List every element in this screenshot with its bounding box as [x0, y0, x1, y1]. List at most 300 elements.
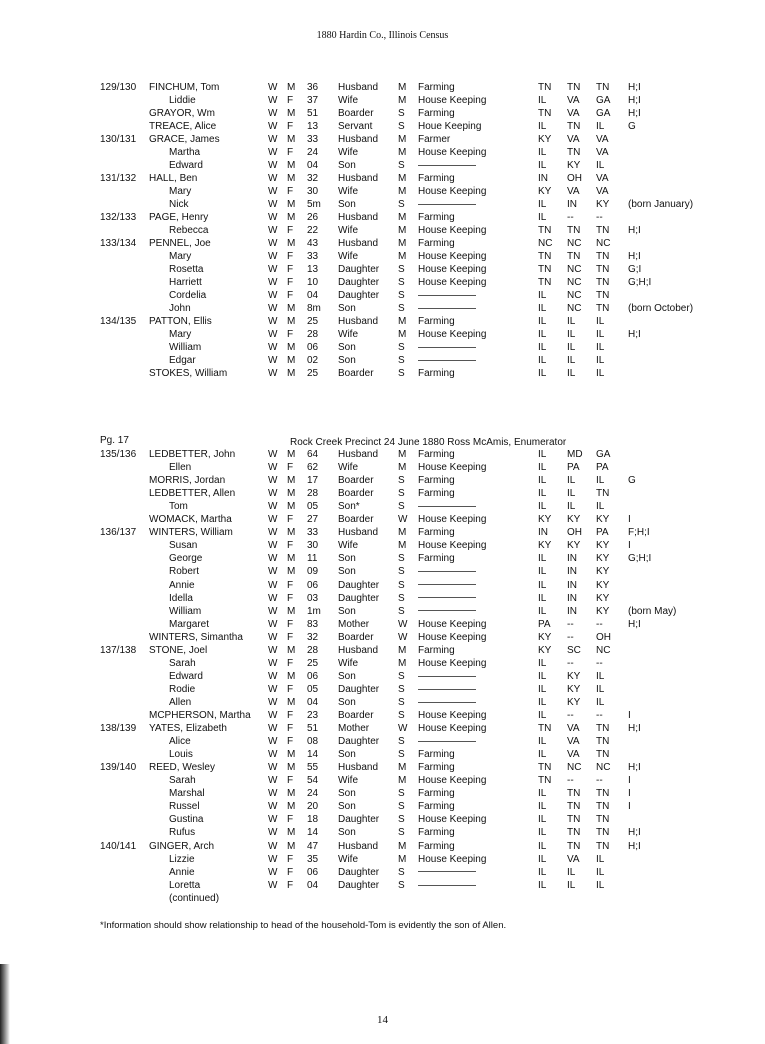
relation-cell: Wife	[338, 186, 358, 197]
mother-birthplace-cell: TN	[596, 814, 610, 826]
father-birthplace-cell: OH	[567, 527, 582, 539]
person-name-cell: Mary	[169, 186, 192, 197]
blank-occupation-line	[418, 571, 476, 572]
father-birthplace-cell: VA	[567, 134, 580, 145]
occupation-cell: House Keeping	[418, 225, 487, 236]
relation-cell: Son	[338, 670, 356, 682]
age-cell: 33	[307, 134, 319, 145]
person-name-cell: Sarah	[169, 657, 196, 669]
occupation-cell	[418, 565, 476, 578]
occupation-cell: Farming	[418, 488, 455, 500]
race-cell: W	[268, 160, 278, 171]
relation-cell: Son	[338, 827, 356, 839]
blank-occupation-line	[418, 295, 476, 296]
blank-occupation-line	[418, 506, 476, 507]
father-birthplace-cell: IN	[567, 579, 577, 591]
birthplace-cell: IL	[538, 566, 547, 578]
father-birthplace-cell: --	[567, 657, 574, 669]
mother-birthplace-cell: IL	[596, 879, 605, 891]
relation-cell: Husband	[338, 173, 379, 184]
blank-occupation-line	[418, 165, 476, 166]
mother-birthplace-cell: KY	[596, 540, 610, 552]
marital-status-cell: M	[398, 840, 407, 852]
marital-status-cell: M	[398, 134, 407, 145]
sex-cell: F	[287, 251, 294, 262]
marital-status-cell: S	[398, 488, 405, 500]
occupation-cell: House Keeping	[418, 186, 487, 197]
blank-occupation-line	[418, 885, 476, 886]
relation-cell: Wife	[338, 853, 358, 865]
father-birthplace-cell: TN	[567, 147, 581, 158]
race-cell: W	[268, 173, 278, 184]
mother-birthplace-cell: TN	[596, 801, 610, 813]
page-number: 14	[377, 1014, 388, 1026]
relation-cell: Son	[338, 199, 356, 210]
father-birthplace-cell: KY	[567, 696, 581, 708]
occupation-cell: Farming	[418, 827, 455, 839]
mother-birthplace-cell: IL	[596, 475, 605, 487]
person-name-cell: Alice	[169, 736, 191, 748]
race-cell: W	[268, 95, 278, 106]
race-cell: W	[268, 696, 278, 708]
occupation-cell	[418, 159, 476, 172]
person-name-cell: WOMACK, Martha	[149, 514, 232, 526]
person-name-cell: Gustina	[169, 814, 204, 826]
birthplace-cell: IL	[538, 475, 547, 487]
birthplace-cell: IL	[538, 605, 547, 617]
notes-cell: (born January)	[628, 199, 694, 210]
mother-birthplace-cell: VA	[596, 186, 609, 197]
person-name-cell: (continued)	[169, 892, 220, 904]
occupation-cell: House Keeping	[418, 540, 487, 552]
occupation-cell	[418, 592, 476, 605]
race-cell: W	[268, 788, 278, 800]
marital-status-cell: S	[398, 121, 405, 132]
mother-birthplace-cell: TN	[596, 251, 610, 262]
race-cell: W	[268, 186, 278, 197]
marital-status-cell: S	[398, 475, 405, 487]
person-name-cell: Sarah	[169, 775, 196, 787]
person-name-cell: Rebecca	[169, 225, 209, 236]
father-birthplace-cell: KY	[567, 160, 581, 171]
mother-birthplace-cell: IL	[596, 160, 605, 171]
occupation-cell: House Keeping	[418, 710, 487, 721]
occupation-cell: Farmer	[418, 134, 451, 145]
race-cell: W	[268, 592, 278, 604]
occupation-cell: House Keeping	[418, 657, 487, 669]
birthplace-cell: TN	[538, 108, 552, 119]
race-cell: W	[268, 368, 278, 379]
father-birthplace-cell: --	[567, 212, 574, 223]
marital-status-cell: M	[398, 316, 407, 327]
birthplace-cell: TN	[538, 251, 552, 262]
marital-status-cell: S	[398, 501, 405, 513]
relation-cell: Daughter	[338, 866, 380, 878]
birthplace-cell: IL	[538, 462, 547, 474]
age-cell: 32	[307, 631, 319, 643]
birthplace-cell: IL	[538, 749, 547, 761]
age-cell: 51	[307, 723, 319, 735]
notes-cell: I	[628, 514, 631, 526]
relation-cell: Son	[338, 553, 356, 565]
age-cell: 20	[307, 801, 319, 813]
age-cell: 10	[307, 277, 319, 288]
sex-cell: M	[287, 303, 296, 314]
mother-birthplace-cell: IL	[596, 316, 605, 327]
occupation-cell: House Keeping	[418, 251, 487, 262]
mother-birthplace-cell: OH	[596, 631, 611, 643]
birthplace-cell: TN	[538, 762, 552, 774]
marital-status-cell: W	[398, 631, 408, 643]
father-birthplace-cell: TN	[567, 814, 581, 826]
mother-birthplace-cell: IL	[596, 342, 605, 353]
mother-birthplace-cell: --	[596, 710, 603, 721]
notes-cell: I	[628, 540, 631, 552]
marital-status-cell: S	[398, 866, 405, 878]
birthplace-cell: PA	[538, 618, 551, 630]
father-birthplace-cell: IN	[567, 553, 577, 565]
notes-cell: I	[628, 788, 631, 800]
age-cell: 25	[307, 657, 319, 669]
birthplace-cell: IL	[538, 827, 547, 839]
age-cell: 30	[307, 186, 319, 197]
relation-cell: Husband	[338, 840, 379, 852]
notes-cell: H;I	[628, 95, 641, 106]
occupation-cell: Farming	[418, 644, 455, 656]
race-cell: W	[268, 134, 278, 145]
person-name-cell: Mary	[169, 329, 192, 340]
mother-birthplace-cell: IL	[596, 670, 605, 682]
birthplace-cell: IL	[538, 657, 547, 669]
father-birthplace-cell: VA	[567, 186, 580, 197]
mother-birthplace-cell: TN	[596, 290, 610, 301]
marital-status-cell: S	[398, 788, 405, 800]
race-cell: W	[268, 342, 278, 353]
mother-birthplace-cell: GA	[596, 108, 611, 119]
age-cell: 06	[307, 670, 319, 682]
marital-status-cell: S	[398, 108, 405, 119]
footnote: *Information should show relationship to head of the household-Tom is evidently the son of Allen.	[100, 920, 507, 931]
person-name-cell: Martha	[169, 147, 201, 158]
age-cell: 02	[307, 355, 319, 366]
sex-cell: M	[287, 342, 296, 353]
blank-occupation-line	[418, 597, 476, 598]
relation-cell: Daughter	[338, 264, 380, 275]
birthplace-cell: IL	[538, 592, 547, 604]
person-name-cell: Edward	[169, 670, 203, 682]
marital-status-cell: S	[398, 553, 405, 565]
marital-status-cell: M	[398, 644, 407, 656]
relation-cell: Husband	[338, 212, 379, 223]
race-cell: W	[268, 277, 278, 288]
person-name-cell: Annie	[169, 866, 195, 878]
mother-birthplace-cell: TN	[596, 827, 610, 839]
sex-cell: M	[287, 553, 296, 565]
sex-cell: M	[287, 173, 296, 184]
marital-status-cell: M	[398, 775, 407, 787]
age-cell: 5m	[307, 199, 321, 210]
father-birthplace-cell: IN	[567, 592, 577, 604]
birthplace-cell: IL	[538, 316, 547, 327]
dwelling-number-cell: 139/140	[100, 762, 137, 774]
mother-birthplace-cell: TN	[596, 788, 610, 800]
blank-occupation-line	[418, 308, 476, 309]
age-cell: 28	[307, 329, 319, 340]
race-cell: W	[268, 762, 278, 774]
father-birthplace-cell: NC	[567, 277, 582, 288]
age-cell: 06	[307, 866, 319, 878]
sex-cell: M	[287, 488, 296, 500]
relation-cell: Boarder	[338, 475, 374, 487]
notes-cell: I	[628, 801, 631, 813]
mother-birthplace-cell: --	[596, 775, 603, 787]
mother-birthplace-cell: --	[596, 212, 603, 223]
marital-status-cell: M	[398, 147, 407, 158]
occupation-cell	[418, 500, 476, 513]
age-cell: 08	[307, 736, 319, 748]
dwelling-number-cell: 132/133	[100, 212, 137, 223]
blank-occupation-line	[418, 610, 476, 611]
person-name-cell: Marshal	[169, 788, 205, 800]
sex-cell: F	[287, 121, 294, 132]
marital-status-cell: S	[398, 290, 405, 301]
age-cell: 35	[307, 853, 319, 865]
age-cell: 17	[307, 475, 319, 487]
person-name-cell: Louis	[169, 749, 193, 761]
marital-status-cell: W	[398, 618, 408, 630]
age-cell: 05	[307, 683, 319, 695]
occupation-cell	[418, 866, 476, 879]
birthplace-cell: IL	[538, 160, 547, 171]
age-cell: 06	[307, 579, 319, 591]
relation-cell: Boarder	[338, 488, 374, 500]
sex-cell: M	[287, 212, 296, 223]
birthplace-cell: TN	[538, 723, 552, 735]
person-name-cell: GINGER, Arch	[149, 840, 215, 852]
sex-cell: M	[287, 238, 296, 249]
occupation-cell: House Keeping	[418, 853, 487, 865]
birthplace-cell: TN	[538, 264, 552, 275]
sex-cell: M	[287, 134, 296, 145]
person-name-cell: MCPHERSON, Martha	[149, 710, 251, 721]
mother-birthplace-cell: KY	[596, 579, 610, 591]
birthplace-cell: IN	[538, 173, 548, 184]
marital-status-cell: S	[398, 670, 405, 682]
occupation-cell: Farming	[418, 173, 455, 184]
race-cell: W	[268, 657, 278, 669]
person-name-cell: John	[169, 303, 191, 314]
father-birthplace-cell: IL	[567, 368, 576, 379]
father-birthplace-cell: VA	[567, 95, 580, 106]
father-birthplace-cell: MD	[567, 449, 583, 460]
father-birthplace-cell: IL	[567, 501, 576, 513]
person-name-cell: FINCHUM, Tom	[149, 82, 220, 93]
sex-cell: M	[287, 475, 296, 487]
mother-birthplace-cell: TN	[596, 264, 610, 275]
mother-birthplace-cell: IL	[596, 853, 605, 865]
person-name-cell: Rosetta	[169, 264, 204, 275]
mother-birthplace-cell: TN	[596, 277, 610, 288]
race-cell: W	[268, 736, 278, 748]
occupation-cell: Farming	[418, 108, 455, 119]
notes-cell: G;H;I	[628, 277, 652, 288]
notes-cell: H;I	[628, 251, 641, 262]
birthplace-cell: TN	[538, 225, 552, 236]
occupation-cell: Farming	[418, 788, 455, 800]
sex-cell: F	[287, 514, 294, 526]
sex-cell: M	[287, 160, 296, 171]
sex-cell: M	[287, 316, 296, 327]
marital-status-cell: M	[398, 251, 407, 262]
sex-cell: M	[287, 670, 296, 682]
relation-cell: Daughter	[338, 736, 380, 748]
sex-cell: F	[287, 579, 294, 591]
age-cell: 04	[307, 696, 319, 708]
birthplace-cell: IL	[538, 879, 547, 891]
relation-cell: Son	[338, 801, 356, 813]
marital-status-cell: S	[398, 579, 405, 591]
relation-cell: Son	[338, 160, 356, 171]
person-name-cell: GRAYOR, Wm	[149, 108, 215, 119]
race-cell: W	[268, 147, 278, 158]
blank-occupation-line	[418, 689, 476, 690]
race-cell: W	[268, 329, 278, 340]
relation-cell: Husband	[338, 644, 379, 656]
marital-status-cell: S	[398, 879, 405, 891]
notes-cell: (born May)	[628, 605, 677, 617]
father-birthplace-cell: TN	[567, 840, 581, 852]
marital-status-cell: S	[398, 592, 405, 604]
birthplace-cell: IL	[538, 199, 547, 210]
marital-status-cell: W	[398, 723, 408, 735]
birthplace-cell: IL	[538, 329, 547, 340]
age-cell: 62	[307, 462, 319, 474]
father-birthplace-cell: OH	[567, 173, 582, 184]
mother-birthplace-cell: TN	[596, 723, 610, 735]
age-cell: 51	[307, 108, 319, 119]
birthplace-cell: IL	[538, 449, 547, 460]
sex-cell: F	[287, 618, 294, 630]
birthplace-cell: IL	[538, 488, 547, 500]
sex-cell: F	[287, 631, 294, 643]
marital-status-cell: S	[398, 160, 405, 171]
sex-cell: M	[287, 501, 296, 513]
occupation-cell: Farming	[418, 238, 455, 249]
person-name-cell: Nick	[169, 199, 189, 210]
mother-birthplace-cell: KY	[596, 592, 610, 604]
birthplace-cell: IN	[538, 527, 548, 539]
person-name-cell: GRACE, James	[149, 134, 220, 145]
occupation-cell	[418, 341, 476, 354]
person-name-cell: HALL, Ben	[149, 173, 198, 184]
race-cell: W	[268, 723, 278, 735]
age-cell: 27	[307, 514, 319, 526]
relation-cell: Son*	[338, 501, 360, 513]
occupation-cell: Farming	[418, 749, 455, 761]
sex-cell: F	[287, 277, 294, 288]
race-cell: W	[268, 238, 278, 249]
sex-cell: F	[287, 736, 294, 748]
notes-cell: H;I	[628, 723, 641, 735]
marital-status-cell: S	[398, 303, 405, 314]
person-name-cell: PATTON, Ellis	[149, 316, 212, 327]
father-birthplace-cell: --	[567, 775, 574, 787]
birthplace-cell: IL	[538, 670, 547, 682]
age-cell: 8m	[307, 303, 321, 314]
age-cell: 04	[307, 160, 319, 171]
father-birthplace-cell: IL	[567, 355, 576, 366]
occupation-cell	[418, 696, 476, 709]
age-cell: 25	[307, 368, 319, 379]
birthplace-cell: IL	[538, 121, 547, 132]
occupation-cell: Farming	[418, 801, 455, 813]
race-cell: W	[268, 801, 278, 813]
mother-birthplace-cell: TN	[596, 749, 610, 761]
occupation-cell: Farming	[418, 762, 455, 774]
dwelling-number-cell: 140/141	[100, 840, 137, 852]
father-birthplace-cell: IL	[567, 475, 576, 487]
race-cell: W	[268, 303, 278, 314]
relation-cell: Son	[338, 605, 356, 617]
birthplace-cell: TN	[538, 277, 552, 288]
marital-status-cell: M	[398, 657, 407, 669]
race-cell: W	[268, 108, 278, 119]
notes-cell: G;I	[628, 264, 642, 275]
marital-status-cell: S	[398, 199, 405, 210]
marital-status-cell: S	[398, 368, 405, 379]
notes-cell: H;I	[628, 762, 641, 774]
relation-cell: Son	[338, 303, 356, 314]
father-birthplace-cell: VA	[567, 108, 580, 119]
occupation-cell: Farming	[418, 553, 455, 565]
scan-edge-shadow	[0, 964, 10, 1044]
notes-cell: F;H;I	[628, 527, 650, 539]
person-name-cell: Margaret	[169, 618, 210, 630]
age-cell: 13	[307, 264, 319, 275]
marital-status-cell: S	[398, 827, 405, 839]
marital-status-cell: M	[398, 238, 407, 249]
race-cell: W	[268, 775, 278, 787]
race-cell: W	[268, 840, 278, 852]
race-cell: W	[268, 879, 278, 891]
marital-status-cell: S	[398, 736, 405, 748]
notes-cell: H;I	[628, 225, 641, 236]
dwelling-number-cell: 136/137	[100, 527, 137, 539]
age-cell: 26	[307, 212, 319, 223]
marital-status-cell: S	[398, 801, 405, 813]
race-cell: W	[268, 251, 278, 262]
occupation-cell: House Keeping	[418, 631, 487, 643]
occupation-cell	[418, 289, 476, 302]
relation-cell: Wife	[338, 329, 358, 340]
age-cell: 64	[307, 449, 319, 460]
person-name-cell: Edward	[169, 160, 203, 171]
mother-birthplace-cell: NC	[596, 644, 611, 656]
birthplace-cell: IL	[538, 710, 547, 721]
occupation-cell: Farming	[418, 840, 455, 852]
relation-cell: Daughter	[338, 290, 380, 301]
page-label: Pg. 17	[100, 435, 129, 446]
father-birthplace-cell: SC	[567, 644, 581, 656]
occupation-cell: Farming	[418, 527, 455, 539]
occupation-cell	[418, 670, 476, 683]
age-cell: 14	[307, 827, 319, 839]
age-cell: 83	[307, 618, 319, 630]
relation-cell: Wife	[338, 95, 358, 106]
notes-cell: I	[628, 710, 631, 721]
sex-cell: F	[287, 866, 294, 878]
sex-cell: F	[287, 540, 294, 552]
